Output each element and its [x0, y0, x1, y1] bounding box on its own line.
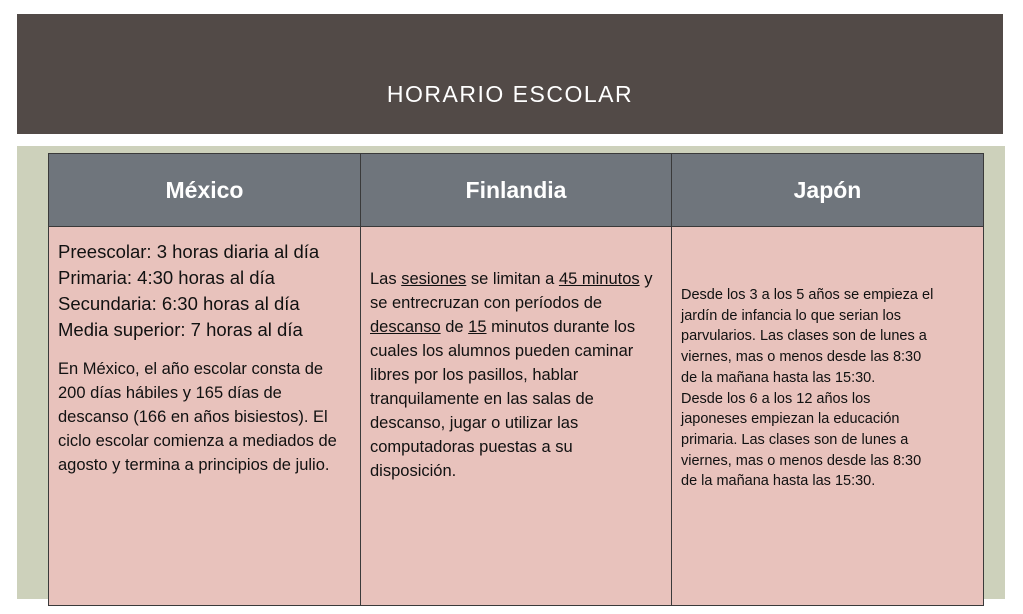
mexico-paragraph: En México, el año escolar consta de 200 días hábiles y 165 días de descanso (166 en años bisiestos). El ciclo escolar comienza a mediados de agosto y termina a principios de julio. [58, 360, 337, 474]
japon-line: Desde los 6 a los 12 años los [681, 390, 871, 407]
cell-finlandia [361, 227, 672, 606]
cell-mexico [49, 227, 361, 606]
slide-title: HORARIO ESCOLAR [386, 81, 634, 107]
header-finlandia: Finlandia [361, 154, 672, 227]
finlandia-text-4: de [440, 318, 469, 336]
japon-line: Desde los 3 a los 5 años se empieza el [681, 287, 934, 303]
cell-japon [672, 227, 984, 606]
finlandia-text-3: y se entrecruzan con períodos de [370, 270, 653, 312]
japon-line: viernes, mas o menos desde las 8:30 [681, 349, 922, 366]
japon-line: viernes, mas o menos desde las 8:30 [681, 452, 922, 469]
japon-line: jardín de infancia lo que serian los [681, 307, 902, 324]
mexico-line-primaria: Primaria: 4:30 horas al día [58, 267, 275, 288]
schedule-table [48, 153, 984, 606]
finlandia-descanso: descanso [370, 318, 441, 336]
japon-line: de la mañana hasta las 15:30. [681, 473, 876, 490]
finlandia-text-1: Las [370, 270, 402, 288]
mexico-line-secundaria: Secundaria: 6:30 horas al día [58, 293, 300, 314]
japon-line: primaria. Las clases son de lunes a [681, 431, 909, 448]
content-row [49, 227, 984, 606]
finlandia-15: 15 [468, 318, 487, 336]
finlandia-sesiones: sesiones [401, 270, 467, 288]
title-bar [17, 14, 1003, 134]
mexico-line-preescolar: Preescolar: 3 horas diaria al día [58, 241, 320, 262]
finlandia-text-5: minutos durante los cuales los alumnos pueden caminar libres por los pasillos, hablar tranquilamente en las salas de descanso, jugar o utilizar las computadoras puestas a su disposición. [370, 318, 636, 480]
header-row [49, 154, 984, 227]
finlandia-paragraph [370, 267, 663, 483]
header-japon: Japón [672, 154, 984, 227]
finlandia-text-2: se limitan a [466, 270, 559, 288]
header-mexico: México [49, 154, 361, 227]
mexico-line-media-superior: Media superior: 7 horas al día [58, 319, 303, 340]
japon-line: japoneses empiezan la educación [681, 411, 900, 428]
finlandia-45-minutos: 45 minutos [558, 270, 640, 288]
japon-line: de la mañana hasta las 15:30. [681, 369, 876, 386]
japon-line: parvularios. Las clases son de lunes a [681, 328, 927, 345]
